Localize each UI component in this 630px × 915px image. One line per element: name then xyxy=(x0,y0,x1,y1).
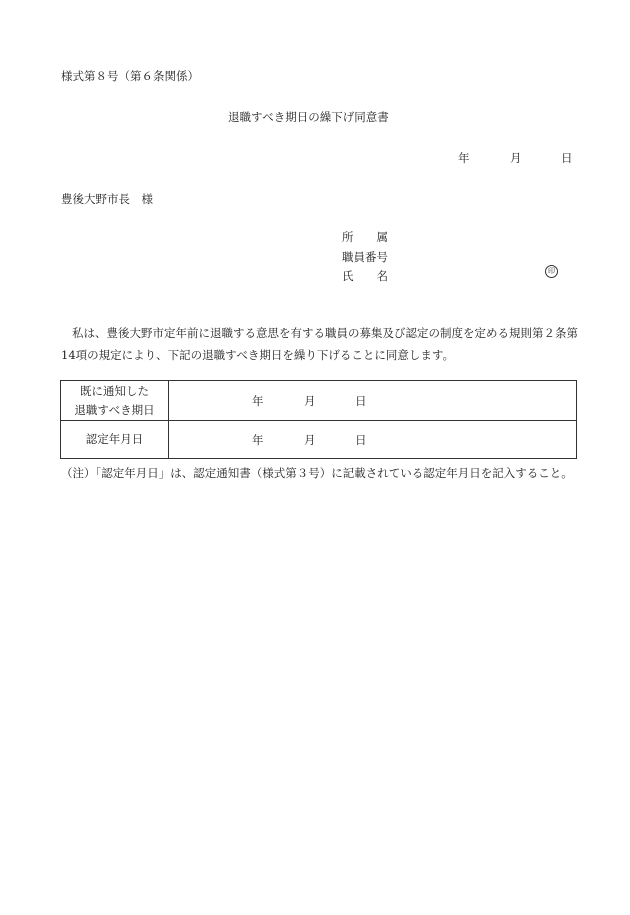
notified-retirement-date-field[interactable] xyxy=(169,381,577,421)
name-label: 氏 名 xyxy=(342,269,388,283)
day-unit: 日 xyxy=(355,393,367,408)
approval-date-field[interactable] xyxy=(169,421,577,459)
notified-retirement-date-label xyxy=(61,381,169,421)
date-table xyxy=(60,380,577,459)
seal-mark: 印 xyxy=(545,265,558,278)
document-title: 退職すべき期日の繰下げ同意書 xyxy=(228,110,389,124)
table-row xyxy=(61,421,577,459)
date-year-label: 年 xyxy=(458,151,470,165)
year-unit: 年 xyxy=(252,393,264,408)
table-row xyxy=(61,381,577,421)
consent-body-text: 私は、豊後大野市定年前に退職する意思を有する職員の募集及び認定の制度を定める規則第２条第14項の規定により、下記の退職すべき期日を繰り下げることに同意します。 xyxy=(61,326,578,362)
approval-date-label: 認定年月日 xyxy=(61,421,169,459)
date-month-label: 月 xyxy=(510,151,522,165)
affiliation-label: 所 属 xyxy=(342,230,388,244)
month-unit: 月 xyxy=(304,432,316,447)
employee-number-label: 職員番号 xyxy=(342,250,388,264)
note-text: （注）「認定年月日」は、認定通知書（様式第３号）に記載されている認定年月日を記入すること。 xyxy=(61,466,573,480)
day-unit: 日 xyxy=(355,432,367,447)
month-unit: 月 xyxy=(304,393,316,408)
year-unit: 年 xyxy=(252,432,264,447)
label-line: 既に通知した xyxy=(80,383,149,398)
label-line: 退職すべき期日 xyxy=(74,402,155,417)
date-day-label: 日 xyxy=(561,151,573,165)
addressee: 豊後大野市長 様 xyxy=(61,192,153,206)
form-number: 様式第８号（第６条関係） xyxy=(61,69,199,83)
